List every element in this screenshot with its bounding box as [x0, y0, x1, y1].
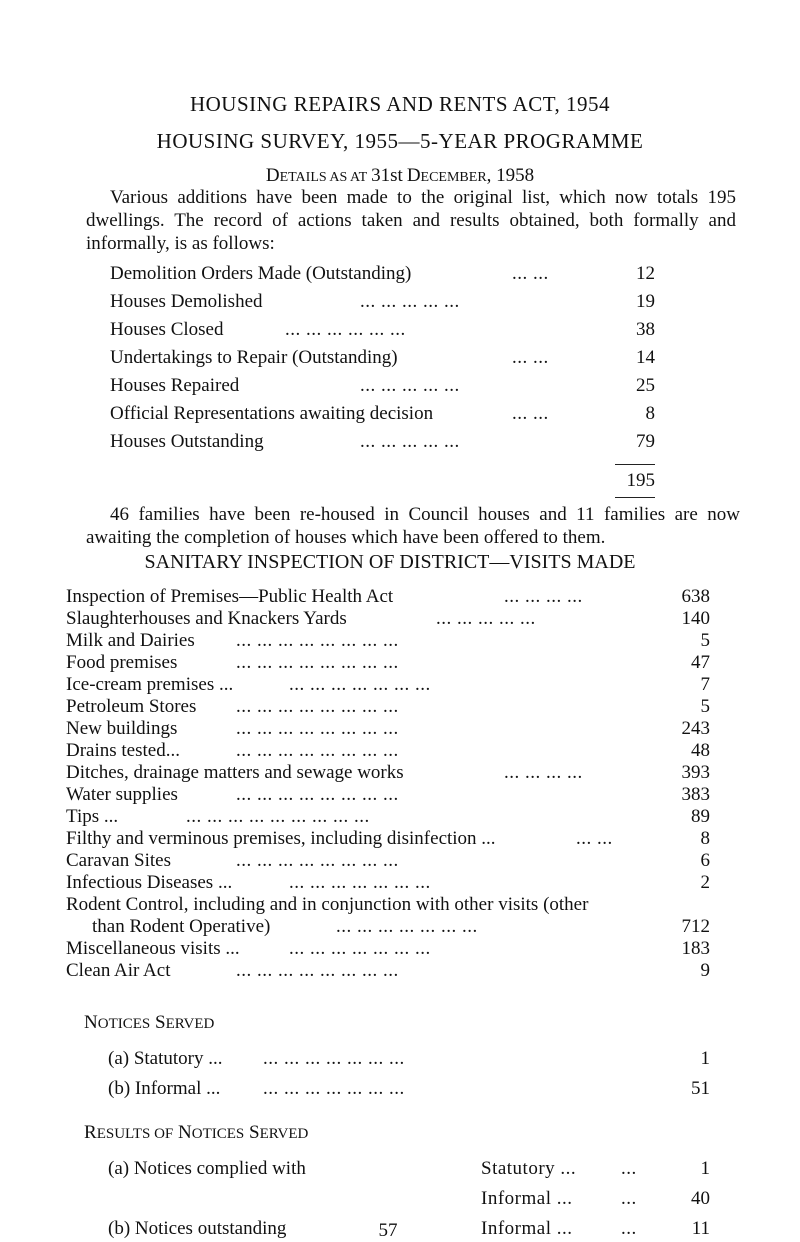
item-value: 383	[681, 784, 710, 805]
heading-rest: ESULTS OF	[96, 1126, 174, 1142]
heading-first: R	[84, 1122, 97, 1143]
item-value: 25	[636, 375, 655, 396]
total-value: 195	[626, 470, 655, 491]
heading-first2: N	[178, 1122, 192, 1143]
details-month-first: D	[406, 165, 421, 186]
item-value: 48	[691, 740, 710, 761]
details-rest: ETAILS AS AT	[279, 170, 368, 185]
item-value: 19	[636, 291, 655, 312]
item-value: 243	[681, 718, 710, 739]
item-value: 1	[700, 1048, 710, 1069]
item-value: 89	[691, 806, 710, 827]
item-value: 11	[691, 1218, 710, 1239]
item-label: Infectious Diseases ...	[66, 872, 233, 893]
leader-dots: ... ... ... ... ... ... ...	[263, 1078, 405, 1099]
heading-rest2: ERVED	[165, 1016, 215, 1032]
item-label: Miscellaneous visits ...	[66, 938, 240, 959]
item-label: (b) Notices outstanding	[108, 1218, 287, 1239]
leader-dots: ... ...	[512, 263, 549, 284]
details-month-rest: ECEMBER	[420, 170, 487, 185]
leader-dots: ... ... ... ...	[504, 586, 583, 607]
item-value: 8	[700, 828, 710, 849]
item-label: Food premises	[66, 652, 178, 673]
item-value: 1	[700, 1158, 710, 1179]
total-rule-bottom	[615, 497, 655, 498]
item-label: Houses Closed	[110, 319, 224, 340]
leader-dots: ... ... ... ... ... ... ...	[263, 1048, 405, 1069]
item-value: 38	[636, 319, 655, 340]
item-value: 6	[700, 850, 710, 871]
item-label: New buildings	[66, 718, 178, 739]
item-value: 9	[700, 960, 710, 981]
item-value: 638	[681, 586, 710, 607]
item-label: (a) Statutory ...	[108, 1048, 223, 1069]
leader-dots: ... ... ... ... ... ... ...	[289, 674, 431, 695]
item-value: 14	[636, 347, 655, 368]
heading-first: N	[84, 1012, 98, 1033]
item-value: 183	[681, 938, 710, 959]
item-label: Ditches, drainage matters and sewage works	[66, 762, 404, 783]
details-line	[0, 165, 800, 187]
heading-first2: S	[154, 1012, 166, 1033]
item-value: 12	[636, 263, 655, 284]
page-number: 57	[378, 1220, 398, 1241]
item-value: 40	[691, 1188, 710, 1209]
intro-paragraph: Various additions have been made to the original list, which now totals 195 dwellings. The record of actions taken and results obtained, both formally and informally, is as follows:	[86, 187, 736, 254]
item-value: 8	[645, 403, 655, 424]
leader-dots: ... ... ... ... ... ... ... ... ...	[186, 806, 370, 827]
leader-dots: ... ... ... ...	[504, 762, 583, 783]
item-category: Informal ...	[481, 1218, 573, 1239]
details-date: 31st	[371, 165, 403, 186]
heading-rest: OTICES	[97, 1016, 151, 1032]
item-label: Ice-cream premises ...	[66, 674, 234, 695]
item-label: Tips ...	[66, 806, 119, 827]
details-first: D	[265, 165, 280, 186]
leader-dots: ...	[621, 1218, 637, 1239]
notices-served-heading	[84, 1012, 214, 1034]
leader-dots: ... ... ... ... ... ... ... ...	[236, 850, 399, 871]
leader-dots: ...	[621, 1158, 637, 1179]
leader-dots: ... ... ... ... ... ... ... ...	[236, 652, 399, 673]
leader-dots: ... ...	[576, 828, 613, 849]
item-label: Water supplies	[66, 784, 178, 805]
item-label: than Rodent Operative)	[92, 916, 271, 937]
leader-dots: ... ... ... ... ... ...	[285, 319, 406, 340]
item-label: Houses Outstanding	[110, 431, 264, 452]
leader-dots: ... ... ... ... ...	[360, 431, 460, 452]
item-value: 140	[681, 608, 710, 629]
item-label: Rodent Control, including and in conjunction with other visits (other	[66, 894, 589, 915]
item-label: Undertakings to Repair (Outstanding)	[110, 347, 398, 368]
item-value: 7	[700, 674, 710, 695]
leader-dots: ... ... ... ... ...	[360, 291, 460, 312]
leader-dots: ... ... ... ... ... ... ...	[289, 872, 431, 893]
item-value: 79	[636, 431, 655, 452]
item-label: (b) Informal ...	[108, 1078, 221, 1099]
total-rule-top	[615, 464, 655, 465]
item-label: Houses Repaired	[110, 375, 240, 396]
details-year: , 1958	[486, 165, 535, 186]
item-value: 47	[691, 652, 710, 673]
item-label: Slaughterhouses and Knackers Yards	[66, 608, 347, 629]
item-value: 5	[700, 696, 710, 717]
item-label: Drains tested...	[66, 740, 180, 761]
leader-dots: ... ...	[512, 403, 549, 424]
document-subtitle: HOUSING SURVEY, 1955—5-YEAR PROGRAMME	[156, 129, 644, 153]
rehoused-paragraph: 46 families have been re-housed in Council houses and 11 families are now awaiting the completion of houses which have been offered to them.	[86, 504, 740, 548]
leader-dots: ... ... ... ... ... ... ...	[289, 938, 431, 959]
leader-dots: ... ... ... ... ... ... ... ...	[236, 740, 399, 761]
leader-dots: ... ... ... ... ... ... ... ...	[236, 696, 399, 717]
item-category: Statutory ...	[481, 1158, 577, 1179]
item-label: Filthy and verminous premises, including disinfection ...	[66, 828, 496, 849]
results-heading	[84, 1122, 308, 1144]
leader-dots: ... ... ... ... ... ... ... ...	[236, 960, 399, 981]
sanitary-heading: SANITARY INSPECTION OF DISTRICT—VISITS MADE	[144, 551, 636, 573]
item-label: Clean Air Act	[66, 960, 171, 981]
heading-first3: S	[248, 1122, 260, 1143]
item-label: Official Representations awaiting decision	[110, 403, 434, 424]
item-value: 5	[700, 630, 710, 651]
item-value: 712	[681, 916, 710, 937]
item-category: Informal ...	[481, 1188, 573, 1209]
item-label: Demolition Orders Made (Outstanding)	[110, 263, 412, 284]
leader-dots: ... ... ... ... ... ... ... ...	[236, 718, 399, 739]
leader-dots: ... ...	[512, 347, 549, 368]
item-value: 51	[691, 1078, 710, 1099]
item-label: Petroleum Stores	[66, 696, 197, 717]
item-value: 2	[700, 872, 710, 893]
leader-dots: ... ... ... ... ...	[360, 375, 460, 396]
item-label: Houses Demolished	[110, 291, 263, 312]
heading-rest2: OTICES	[191, 1126, 245, 1142]
leader-dots: ... ... ... ... ... ... ... ...	[236, 784, 399, 805]
leader-dots: ... ... ... ... ... ... ... ...	[236, 630, 399, 651]
item-label: (a) Notices complied with	[108, 1158, 306, 1179]
item-value: 393	[681, 762, 710, 783]
leader-dots: ... ... ... ... ...	[436, 608, 536, 629]
heading-rest3: ERVED	[259, 1126, 309, 1142]
document-title: HOUSING REPAIRS AND RENTS ACT, 1954	[189, 92, 611, 116]
item-label: Milk and Dairies	[66, 630, 195, 651]
item-label: Caravan Sites	[66, 850, 172, 871]
leader-dots: ...	[621, 1188, 637, 1209]
leader-dots: ... ... ... ... ... ... ...	[336, 916, 478, 937]
item-label: Inspection of Premises—Public Health Act	[66, 586, 394, 607]
